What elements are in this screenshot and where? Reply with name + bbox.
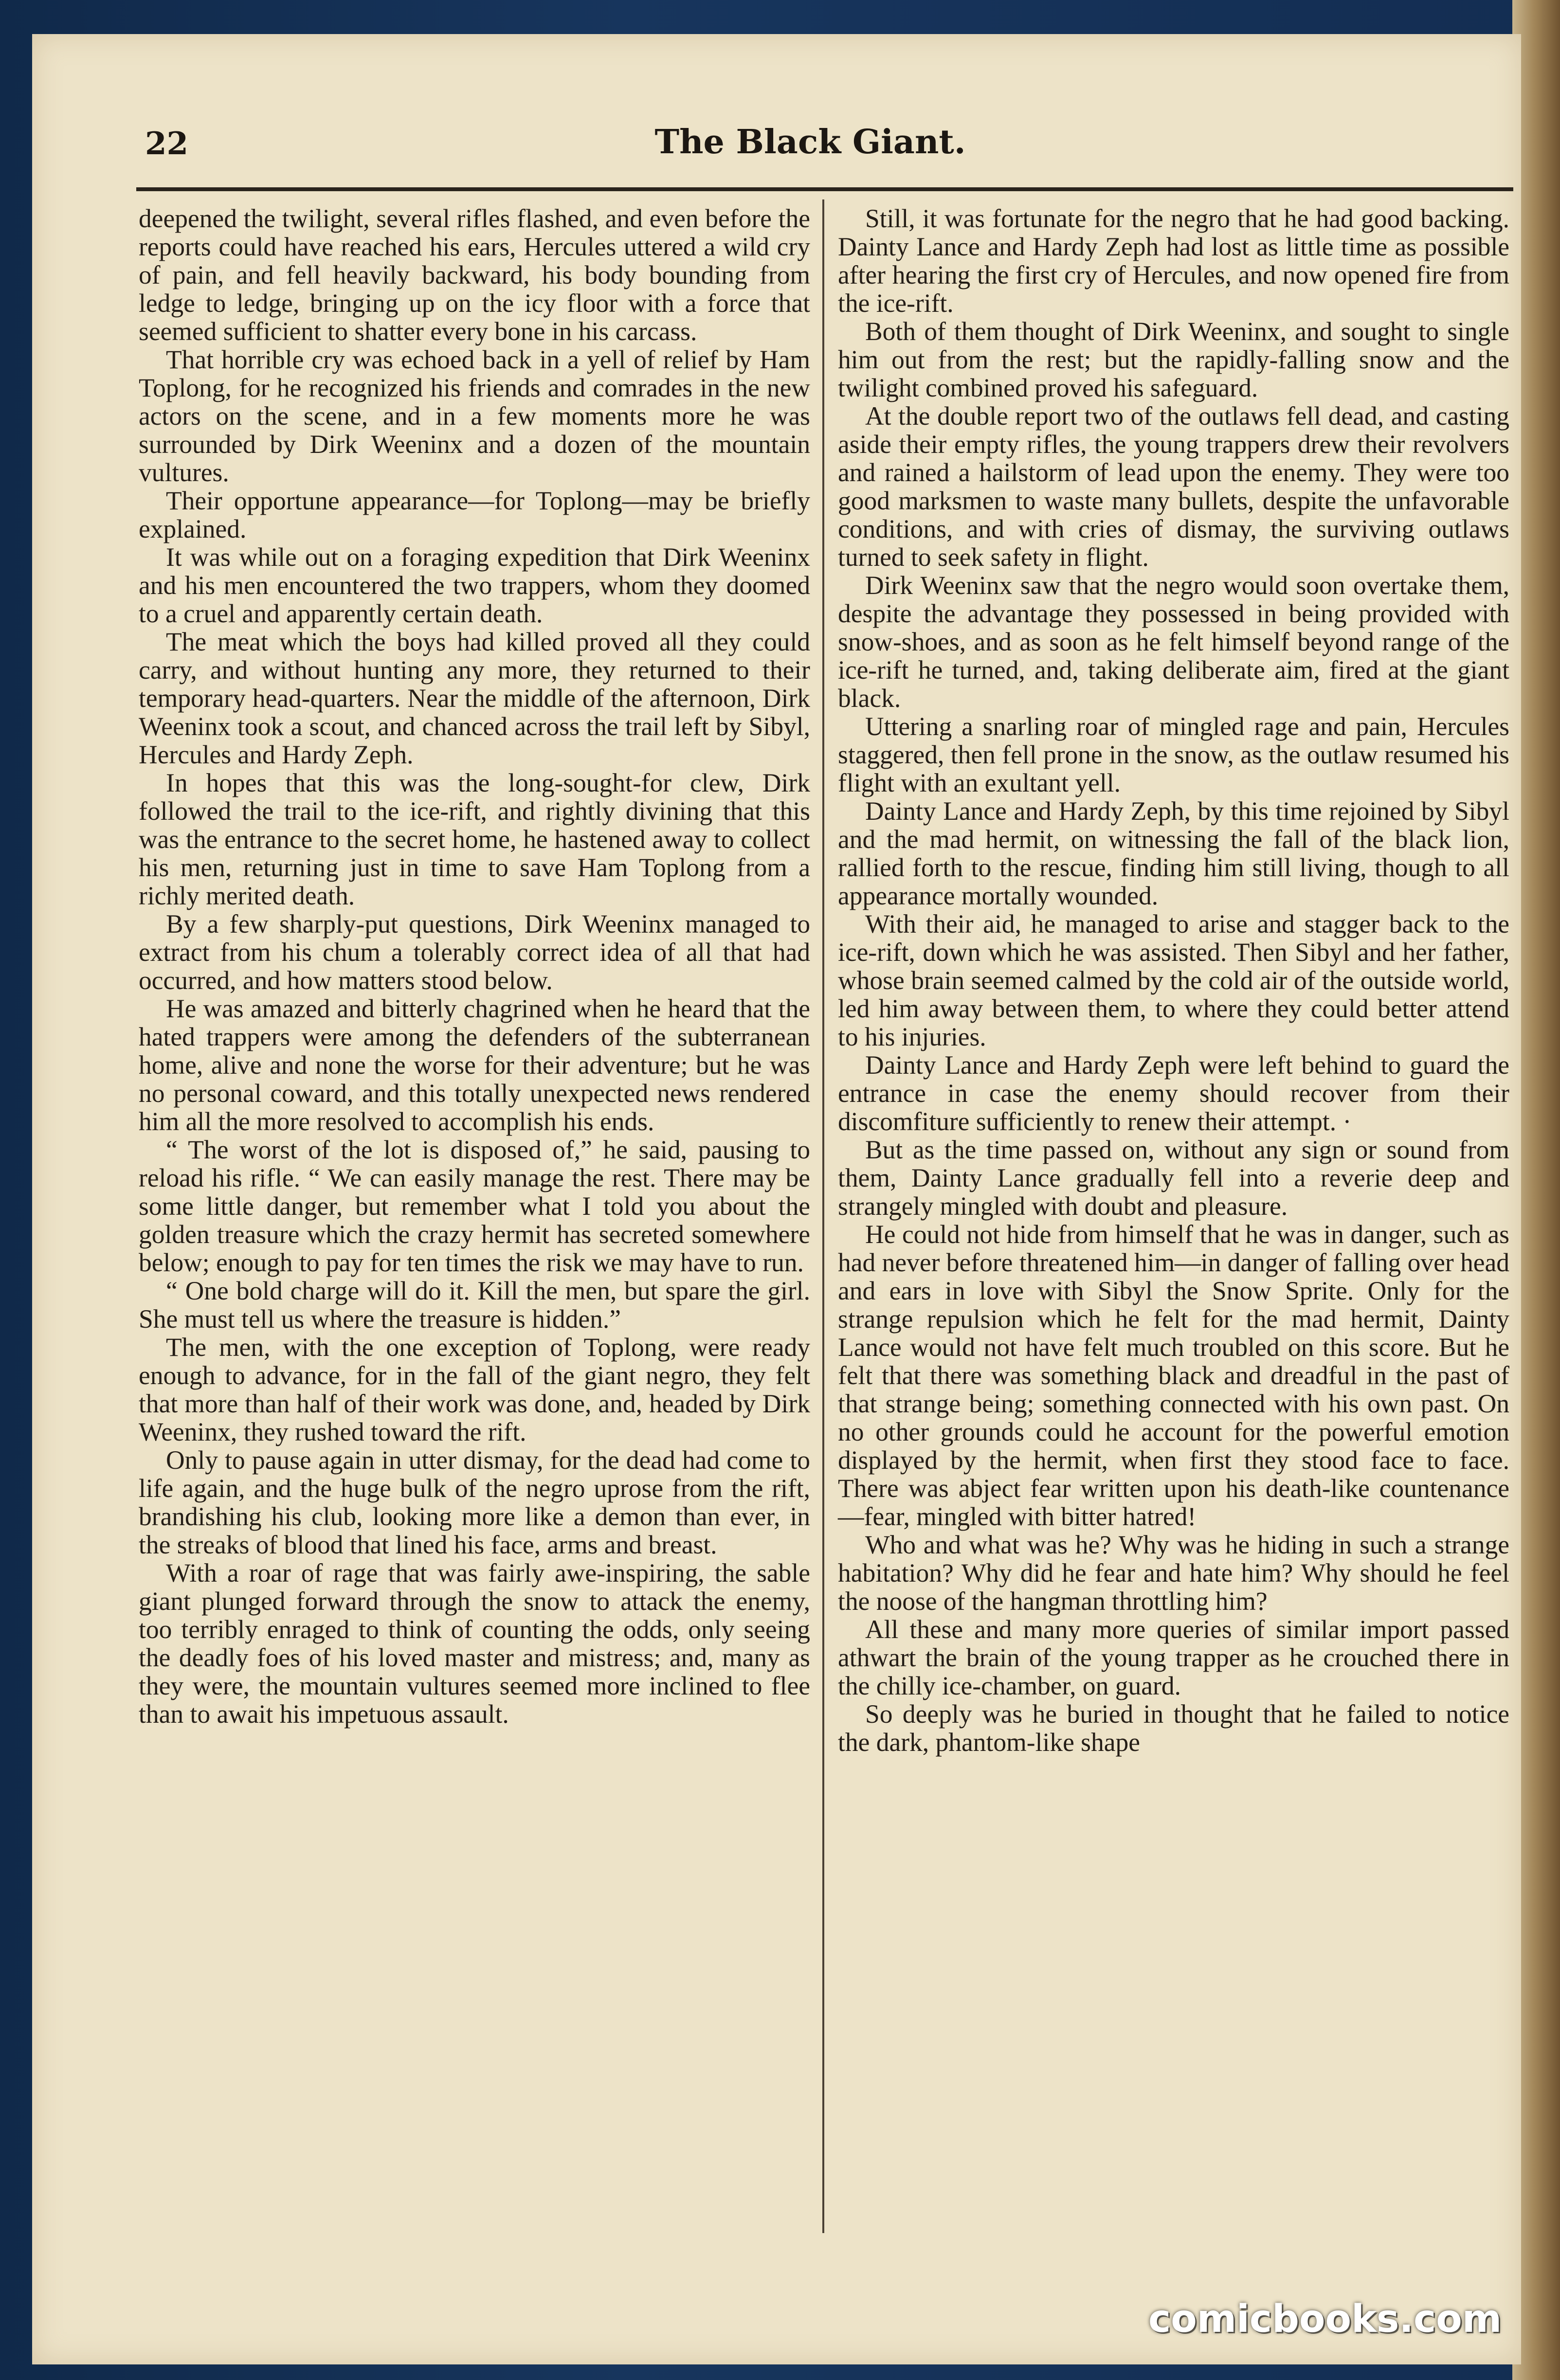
paragraph: All these and many more queries of similar import passed athwart the brain of the young trapper as he crouched there in the chilly ice-chamber, on guard.: [838, 1615, 1509, 1700]
paragraph: “ The worst of the lot is disposed of,” he said, pausing to reload his rifle. “ We can easily manage the rest. There may be some little danger, but remember what I told you about the golden treasure which the crazy hermit has secreted somewhere below; enough to pay for ten times the risk we may have to run.: [139, 1135, 810, 1277]
paragraph: At the double report two of the outlaws fell dead, and casting aside their empty rifles, the young trappers drew their revolvers and rained a hailstorm of lead upon the enemy. They were too good marksmen to waste many bullets, despite the unfavorable conditions, and with cries of dismay, the surviving outlaws turned to seek safety in flight.: [838, 401, 1509, 572]
paragraph: Who and what was he? Why was he hiding in such a strange habitation? Why did he fear and hate him? Why should he feel the noose of the hangman throttling him?: [838, 1530, 1509, 1616]
paragraph: In hopes that this was the long-sought-for clew, Dirk followed the trail to the ice-rift, and rightly divining that this was the entrance to the secret home, he hastened away to collect his men, returning just in time to save Ham Toplong from a richly merited death.: [139, 768, 810, 910]
page-header: [112, 117, 1508, 175]
page-number: 22: [145, 126, 189, 162]
column-divider: [822, 199, 824, 2233]
paragraph: By a few sharply-put questions, Dirk Weeninx managed to extract from his chum a tolerably correct idea of all that had occurred, and how matters stood below.: [139, 909, 810, 995]
paragraph: With a roar of rage that was fairly awe-inspiring, the sable giant plunged forward through the snow to attack the enemy, too terribly enraged to think of counting the odds, only seeing the deadly foes of his loved master and mistress; and, many as they were, the mountain vultures seemed more inclined to flee than to await his impetuous assault.: [139, 1558, 810, 1729]
paragraph: But as the time passed on, without any sign or sound from them, Dainty Lance gradually fell into a reverie deep and strangely mingled with doubt and pleasure.: [838, 1135, 1509, 1221]
site-watermark: comicbooks.com: [1148, 2297, 1502, 2341]
paragraph: Their opportune appearance—for Toplong—may be briefly explained.: [139, 486, 810, 543]
paragraph: Uttering a snarling roar of mingled rage and pain, Hercules staggered, then fell prone in the snow, as the outlaw resumed his flight with an exultant yell.: [838, 712, 1509, 797]
paragraph: Dainty Lance and Hardy Zeph were left behind to guard the entrance in case the enemy should recover from their discomfiture sufficiently to renew their attempt. ·: [838, 1050, 1509, 1136]
paragraph: deepened the twilight, several rifles flashed, and even before the reports could have reached his ears, Hercules uttered a wild cry of pain, and fell heavily backward, his body bounding from ledge to ledge, bringing up on the icy floor with a force that seemed sufficient to shatter every bone in his carcass.: [139, 204, 810, 346]
left-column: [139, 204, 810, 1728]
paragraph: Dainty Lance and Hardy Zeph, by this time rejoined by Sibyl and the mad hermit, on witnessing the fall of the black lion, rallied forth to the rescue, finding him still living, though to all appearance mortally wounded.: [838, 796, 1509, 910]
paragraph: The meat which the boys had killed proved all they could carry, and without hunting any more, they returned to their temporary head-quarters. Near the middle of the afternoon, Dirk Weeninx took a scout, and chanced across the trail left by Sibyl, Hercules and Hardy Zeph.: [139, 627, 810, 769]
paragraph: Only to pause again in utter dismay, for the dead had come to life again, and the huge bulk of the negro uprose from the rift, brandishing his club, looking more like a demon than ever, in the streaks of blood that lined his face, arms and breast.: [139, 1445, 810, 1559]
paragraph: Dirk Weeninx saw that the negro would soon overtake them, despite the advantage they possessed in being provided with snow-shoes, and as soon as he felt himself beyond range of the ice-rift he turned, and, taking deliberate aim, fired at the giant black.: [838, 571, 1509, 713]
paragraph: It was while out on a foraging expedition that Dirk Weeninx and his men encountered the two trappers, whom they doomed to a cruel and apparently certain death.: [139, 542, 810, 628]
paragraph: Both of them thought of Dirk Weeninx, and sought to single him out from the rest; but the rapidly-falling snow and the twilight combined proved his safeguard.: [838, 317, 1509, 402]
paragraph: With their aid, he managed to arise and stagger back to the ice-rift, down which he was assisted. Then Sibyl and her father, whose brain seemed calmed by the cold air of the outside world, led him away between them, to where they could better attend to his injuries.: [838, 909, 1509, 1051]
paragraph: Still, it was fortunate for the negro that he had good backing. Dainty Lance and Hardy Zeph had lost as little time as possible after hearing the first cry of Hercules, and now opened fire from the ice-rift.: [838, 204, 1509, 318]
paragraph: So deeply was he buried in thought that he failed to notice the dark, phantom-like shape: [838, 1699, 1509, 1757]
paragraph: The men, with the one exception of Toplong, were ready enough to advance, for in the fall of the giant negro, they felt that more than half of their work was done, and, headed by Dirk Weeninx, they rushed toward the rift.: [139, 1333, 810, 1446]
paragraph: That horrible cry was echoed back in a yell of relief by Ham Toplong, for he recognized his friends and comrades in the new actors on the scene, and in a few moments more he was surrounded by Dirk Weeninx and a dozen of the mountain vultures.: [139, 345, 810, 487]
running-title: The Black Giant.: [654, 123, 966, 162]
header-rule: [136, 187, 1513, 191]
right-column: [838, 204, 1509, 1756]
paragraph: He could not hide from himself that he was in danger, such as had never before threatened him—in danger of falling over head and ears in love with Sibyl the Snow Sprite. Only for the strange repulsion which he felt for the mad hermit, Dainty Lance would not have felt much troubled on this score. But he felt that there was something black and dreadful in the past of that strange being; something connected with his own past. On no other grounds could he account for the powerful emotion displayed by the hermit, when first they stood face to face. There was abject fear written upon his death-like countenance—fear, mingled with bitter hatred!: [838, 1220, 1510, 1531]
paragraph: “ One bold charge will do it. Kill the men, but spare the girl. She must tell us where the treasure is hidden.”: [139, 1276, 810, 1334]
paragraph: He was amazed and bitterly chagrined when he heard that the hated trappers were among the defenders of the subterranean home, alive and none the worse for their adventure; but he was no personal coward, and this totally unexpected news rendered him all the more resolved to accomplish his ends.: [139, 994, 810, 1136]
